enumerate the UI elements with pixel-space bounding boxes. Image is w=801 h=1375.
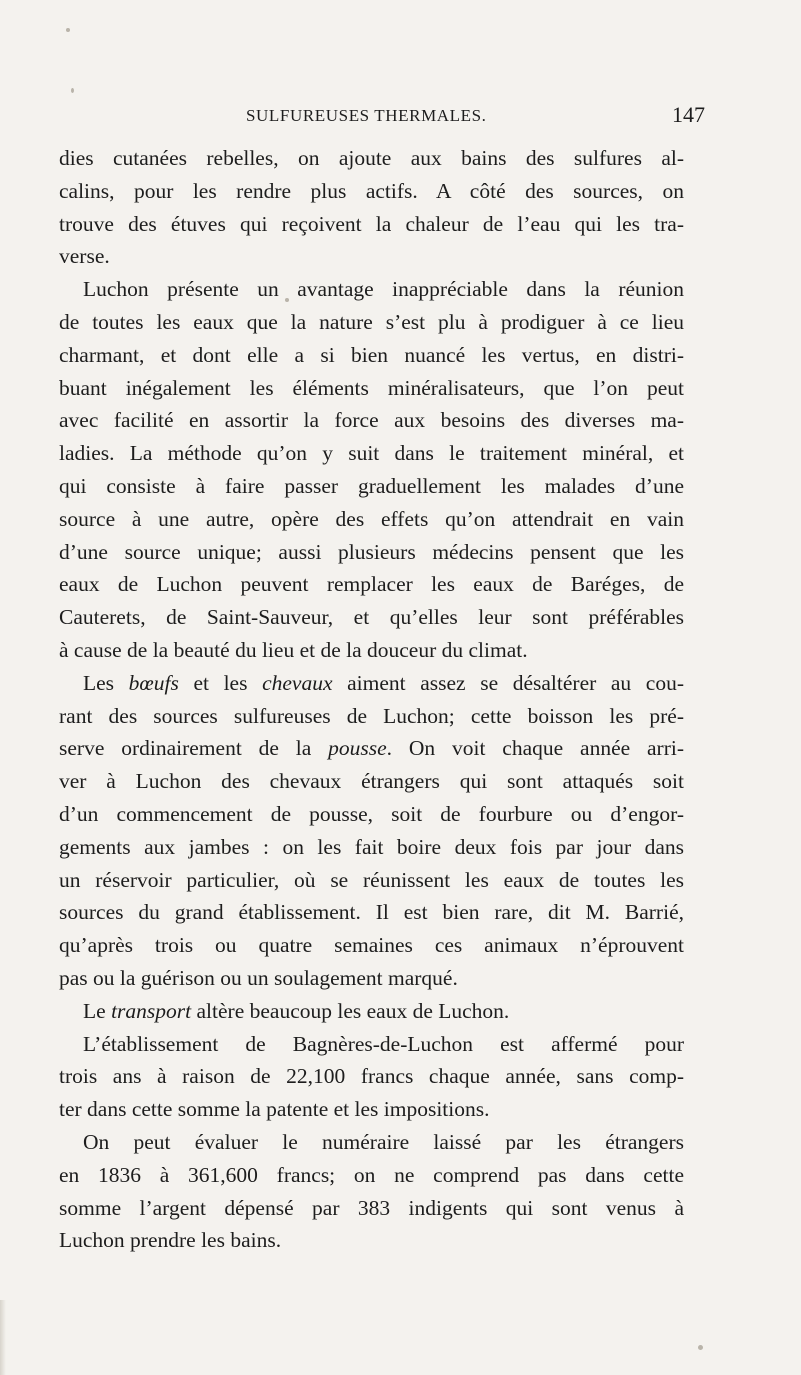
text-line: buant inégalement les éléments minéralisateurs, que l’on peut [59,375,684,400]
text-line: qui consiste à faire passer graduellement les malades d’une [59,473,684,498]
text-line: rant des sources sulfureuses de Luchon; cette boisson les pré- [59,703,684,728]
text-line: Luchon présente un avantage inappréciable dans la réunion [83,277,684,302]
page-number: 147 [672,102,705,127]
page-edge-shadow [0,1300,6,1375]
paper-speck [71,88,74,93]
text-line: à cause de la beauté du lieu et de la douceur du climat. [59,637,528,662]
text-line [59,732,684,765]
italic-term: bœufs [128,670,179,695]
body-text [59,142,684,1257]
text-line: somme l’argent dépensé par 383 indigents qui sont venus à [59,1195,684,1220]
text-line: qu’après trois ou quatre semaines ces animaux n’éprouvent [59,933,684,958]
italic-term: pousse [328,736,387,761]
text-line: en 1836 à 361,600 francs; on ne comprend pas dans cette [59,1162,684,1187]
text-line: gements aux jambes : on les fait boire deux fois par jour dans [59,834,684,859]
text-segment: . On voit chaque année arri- [386,736,684,761]
text-line: d’une source unique; aussi plusieurs médecins pensent que les [59,539,684,564]
text-line: charmant, et dont elle a si bien nuancé les vertus, en distri- [59,342,684,367]
text-line: ladies. La méthode qu’on y suit dans le traitement minéral, et [59,441,684,466]
paper-speck [66,28,70,32]
text-line: ver à Luchon des chevaux étrangers qui sont attaqués soit [59,769,684,794]
text-line [59,995,684,1028]
text-segment: serve ordinairement de la [59,736,329,761]
running-head [0,102,801,136]
text-segment: Les [83,670,129,695]
paper-speck [698,1345,703,1350]
text-line: sources du grand établissement. Il est bien rare, dit M. Barrié, [59,900,684,925]
text-line: L’établissement de Bagnères-de-Luchon est affermé pour [83,1031,684,1056]
text-line: Cauterets, de Saint-Sauveur, et qu’elles leur sont préférables [59,605,684,630]
text-segment: aiment assez se désaltérer au cou- [332,670,684,695]
text-segment: altère beaucoup les eaux de Luchon. [191,998,510,1023]
text-line: calins, pour les rendre plus actifs. A côté des sources, on [59,178,684,203]
text-line: Luchon prendre les bains. [59,1228,282,1253]
text-line: pas ou la guérison ou un soulagement marqué. [59,965,458,990]
text-line: dies cutanées rebelles, on ajoute aux bains des sulfures al- [59,146,684,170]
text-line: de toutes les eaux que la nature s’est plu à prodiguer à ce lieu [59,309,684,334]
text-line: verse. [59,244,110,269]
text-line: On peut évaluer le numéraire laissé par les étrangers [83,1129,684,1154]
running-title: SULFUREUSES THERMALES. [246,106,487,125]
text-line: d’un commencement de pousse, soit de fourbure ou d’engor- [59,801,684,826]
text-line: avec facilité en assortir la force aux besoins des diverses ma- [59,408,684,433]
text-segment: Le [83,998,112,1023]
italic-term: transport [111,998,192,1023]
text-segment: et les [178,670,263,695]
text-line: ter dans cette somme la patente et les impositions. [59,1097,490,1122]
text-line [59,667,684,700]
text-line: trois ans à raison de 22,100 francs chaque année, sans comp- [59,1064,684,1089]
text-line: un réservoir particulier, où se réunissent les eaux de toutes les [59,867,684,892]
text-line: source à une autre, opère des effets qu’on attendrait en vain [59,506,684,531]
text-line: eaux de Luchon peuvent remplacer les eaux de Baréges, de [59,572,684,597]
text-line: trouve des étuves qui reçoivent la chaleur de l’eau qui les tra- [59,211,684,236]
italic-term: chevaux [262,670,333,695]
